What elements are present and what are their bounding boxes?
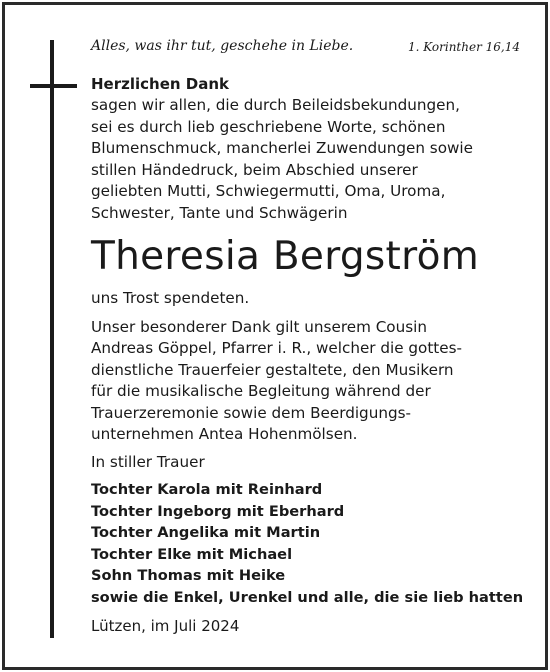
mourner-item: Tochter Elke mit Michael <box>91 545 293 563</box>
special-thanks-text: Unser besonderer Dank gilt unserem Cousin Andreas Göppel, Pfarrer i. R., welcher die gottes- dienstliche Trauerfeier gestaltete, den Musikern für die musikalische Begleitung während der Trauerzeremonie sowie dem Beerdigungs- unternehmen Antea Hohenmölsen. <box>91 317 462 443</box>
mourner-item: Tochter Ingeborg mit Eberhard <box>91 502 345 520</box>
mourner-item: sowie die Enkel, Urenkel und alle, die sie lieb hatten <box>91 588 524 606</box>
mourner-item: Tochter Angelika mit Martin <box>91 524 321 542</box>
cross-icon <box>50 40 54 638</box>
mourner-item: Sohn Thomas mit Heike <box>91 567 286 585</box>
mourner-item: Tochter Karola mit Reinhard <box>91 481 323 498</box>
mourning-intro: In stiller Trauer <box>91 452 205 471</box>
trost-text: uns Trost spendeten. <box>91 289 250 307</box>
thanks-text: sagen wir allen, die durch Beileidsbekundungen, sei es durch lieb geschriebene Worte, schönen Blumenschmuck, mancherlei Zuwendungen sowie stillen Händedruck, beim Abschied unserer geliebten Mutti, Schwiegermutti, Oma, Uroma, Schwester, Tante und Schwägerin <box>91 96 473 222</box>
cross-icon-bar <box>30 84 77 88</box>
bible-verse: Alles, was ihr tut, geschehe in Liebe. <box>91 38 354 54</box>
notice-body <box>91 74 531 637</box>
place-date: Lützen, im Juli 2024 <box>91 616 240 635</box>
thanks-heading: Herzlichen Dank <box>91 75 230 93</box>
mourners-list <box>91 479 531 609</box>
deceased-name: Theresia Bergström <box>91 234 480 279</box>
bible-verse-reference: 1. Korinther 16,14 <box>408 40 520 54</box>
